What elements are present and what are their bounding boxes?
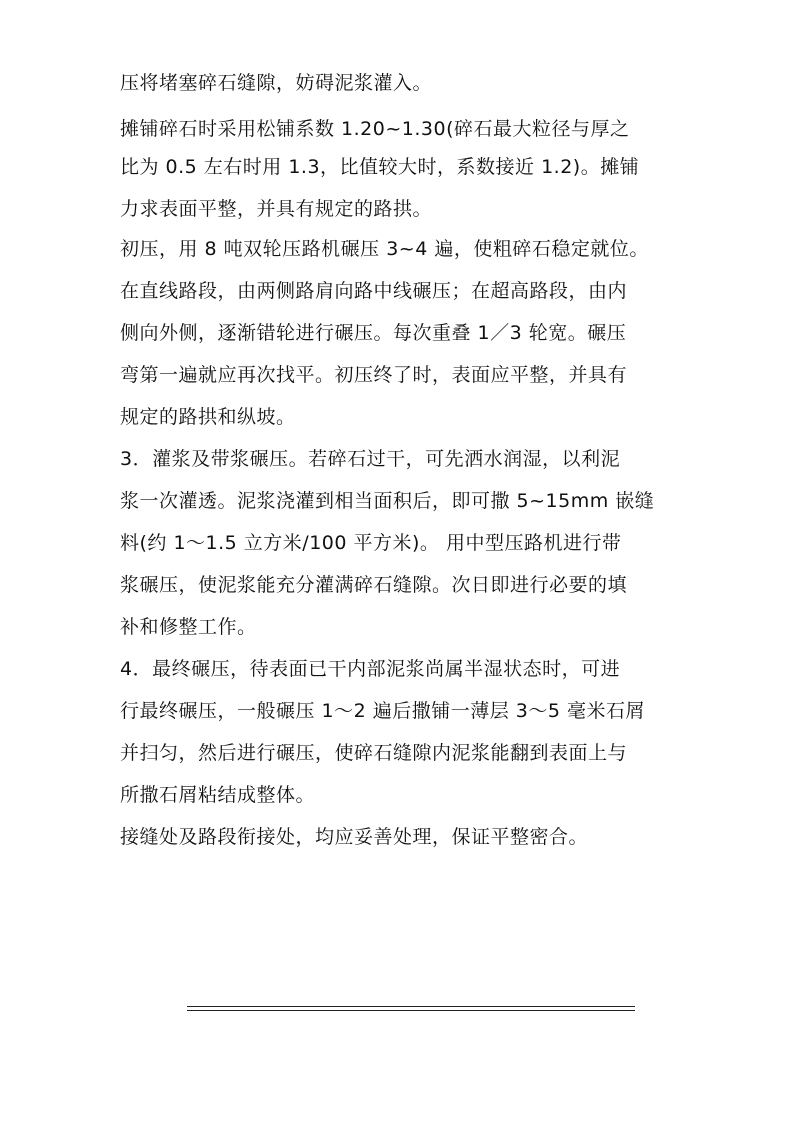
paragraph-line-12: 料(约 1～1.5 立方米/100 平方米)。 用中型压路机进行带 [120, 532, 622, 554]
paragraph-line-8: 弯第一遍就应再次找平。初压终了时，表面应平整，并具有 [120, 364, 628, 386]
paragraph-line-18: 所撒石屑粘结成整体。 [120, 784, 316, 806]
paragraph-line-5: 初压，用 8 吨双轮压路机碾压 3~4 遍，使粗碎石稳定就位。 [120, 238, 649, 260]
paragraph-line-15: 4．最终碾压，待表面已干内部泥浆尚属半湿状态时，可进 [120, 658, 621, 680]
paragraph-line-13: 浆碾压，使泥浆能充分灌满碎石缝隙。次日即进行必要的填 [120, 574, 628, 596]
paragraph-line-1: 压将堵塞碎石缝隙，妨碍泥浆灌入。 [120, 72, 433, 94]
paragraph-line-11: 浆一次灌透。泥浆浇灌到相当面积后，即可撒 5~15mm 嵌缝 [120, 490, 655, 512]
paragraph-line-19: 接缝处及路段衔接处，均应妥善处理，保证平整密合。 [120, 826, 589, 848]
footer-rule-bottom [187, 1010, 635, 1011]
paragraph-line-2: 摊铺碎石时采用松铺系数 1.20~1.30(碎石最大粒径与厚之 [120, 118, 630, 140]
paragraph-line-6: 在直线路段，由两侧路肩向路中线碾压；在超高路段，由内 [120, 280, 628, 302]
paragraph-line-9: 规定的路拱和纵坡。 [120, 406, 296, 428]
footer-rule-top [187, 1006, 635, 1007]
paragraph-line-4: 力求表面平整，并具有规定的路拱。 [120, 198, 433, 220]
paragraph-line-3: 比为 0.5 左右时用 1.3，比值较大时，系数接近 1.2)。摊铺 [120, 156, 640, 178]
paragraph-line-16: 行最终碾压，一般碾压 1～2 遍后撒铺一薄层 3～5 毫米石屑 [120, 700, 646, 722]
paragraph-line-17: 并扫匀，然后进行碾压，使碎石缝隙内泥浆能翻到表面上与 [120, 742, 628, 764]
paragraph-line-10: 3．灌浆及带浆碾压。若碎石过干，可先洒水润湿，以利泥 [120, 448, 621, 470]
paragraph-line-7: 侧向外侧，逐渐错轮进行碾压。每次重叠 1／3 轮宽。碾压 [120, 322, 627, 344]
paragraph-line-14: 补和修整工作。 [120, 616, 257, 638]
